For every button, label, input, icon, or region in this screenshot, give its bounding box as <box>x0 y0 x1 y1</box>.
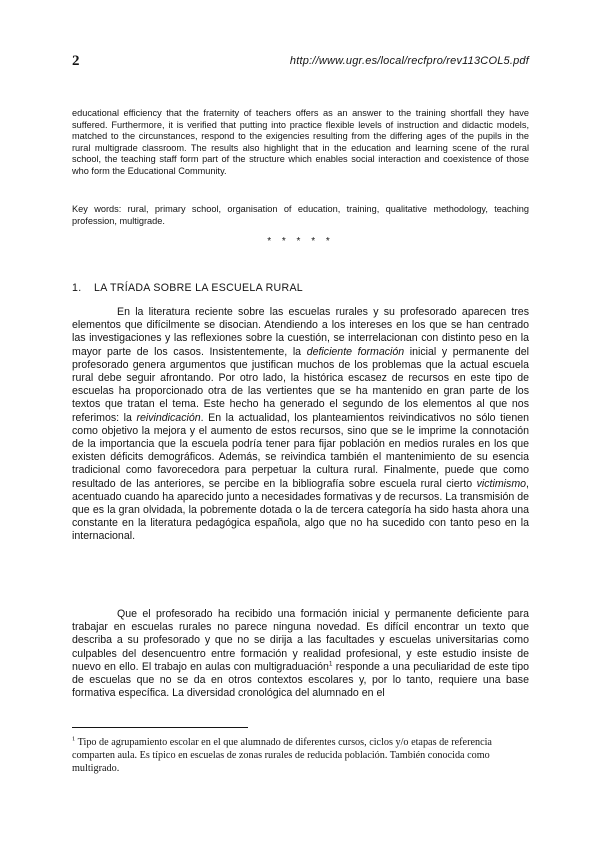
section-number: 1. <box>72 282 82 294</box>
paragraph-text: , acentuado cuando ha aparecido junto a necesidades formativas y de recursos. La transmisión de que es la gran olvidada, la pobremente dotada o la de tercera categoría ha sido hasta ahora una constante en la literatura pedagógica española, algo que no ha sucedido con tanto peso en la internacional. <box>72 477 529 543</box>
footnote-divider <box>72 727 248 728</box>
body-paragraph-1 <box>72 306 529 544</box>
paragraph-text: En la literatura reciente sobre las escuelas rurales y su profesorado aparecen tres elementos que difícilmente se disocian. Atendiendo a los intereses en los que se han centrado las investigaciones y las reflexiones sobre la cuestión, se interrelacionan con distinto peso en la mayor parte de los casos. Insistentemente, la <box>72 306 529 358</box>
section-title: LA TRÍADA SOBRE LA ESCUELA RURAL <box>94 282 304 294</box>
footnote-text: Tipo de agrupamiento escolar en el que alumnado de diferentes cursos, ciclos y/o etapas de referencia comparten aula. Es típico en escuelas de zonas rurales de reducida población. También conocida como multigrado. <box>72 737 492 775</box>
section-separator: * * * * * <box>267 236 334 247</box>
keywords: Key words: rural, primary school, organisation of education, training, qualitative methodology, teaching profession, multigrade. <box>72 204 529 226</box>
abstract-text: educational efficiency that the fraternity of teachers offers as an answer to the training shortfall they have suffered. Furthermore, it is verified that putting into practice flexible levels of instruction and didactic models, matched to the circunstances, respond to the exigencies resulting from the differing ages of the pupils in the rural multigrade classroom. The results also highlight that in the education and learning scene of the rural school, the teaching staff form part of the structure which enables social interaction and coexistence of those who form the Educational Community. <box>72 108 529 176</box>
emphasis-text: victimismo <box>476 477 527 490</box>
body-paragraph-2 <box>72 608 529 700</box>
emphasis-text: reivindicación <box>136 411 201 424</box>
paragraph-text: inicial y permanente del profesorado genera argumentos que justifican muchos de los problemas que la actual escuela rural debe seguir afrontando. Por otro lado, la histórica escasez de recursos en este tipo de escuelas ha proporcionado otra de las vertientes que se ha mantenido en gran parte de los textos que tratan el tema. Este hecho ha generado el segundo de los elementos al que nos referimos: la <box>72 345 530 424</box>
page-number: 2 <box>72 53 80 69</box>
paragraph-text: responde a una peculiaridad de este tipo de escuelas que no se da en otros contextos escolares y, por lo tanto, requiere una base formativa específica. La diversidad cronológica del alumnado en el <box>72 660 529 700</box>
footnote <box>72 736 532 776</box>
header-url: http://www.ugr.es/local/recfpro/rev113COL5.pdf <box>289 55 529 67</box>
footnote-marker: 1 <box>72 735 76 743</box>
paragraph-text: Que el profesorado ha recibido una formación inicial y permanente deficiente para trabajar en escuelas rurales no parece ninguna novedad. Es difícil encontrar un texto que describa a su profesorado y que no se dirija a las facultades y escuelas universitarias como culpables del desencuentro entre formación y realidad profesional, y este estudio insiste de nuevo en ello. El trabajo en aulas con multigraduación <box>72 608 529 673</box>
section-heading <box>72 282 303 295</box>
footnote-reference[interactable]: 1 <box>328 660 333 668</box>
paragraph-text: . En la actualidad, los planteamientos reivindicativos no sólo tienen como objetivo la mejora y el aumento de estos recursos, sino que se le imprime la connotación de la importancia que la escuela podría tener para fijar población en medios rurales en los que existen déficits demográficos. Además, se reivindica también el mantenimiento de su esencia tradicional como favorecedora para perpetuar la cultura rural. Finalmente, puede que como resultado de las anteriores, se percibe en la bibliografía sobre escuela rural cierto <box>72 411 529 490</box>
emphasis-text: deficiente formación <box>306 345 405 358</box>
page-header <box>72 52 529 70</box>
